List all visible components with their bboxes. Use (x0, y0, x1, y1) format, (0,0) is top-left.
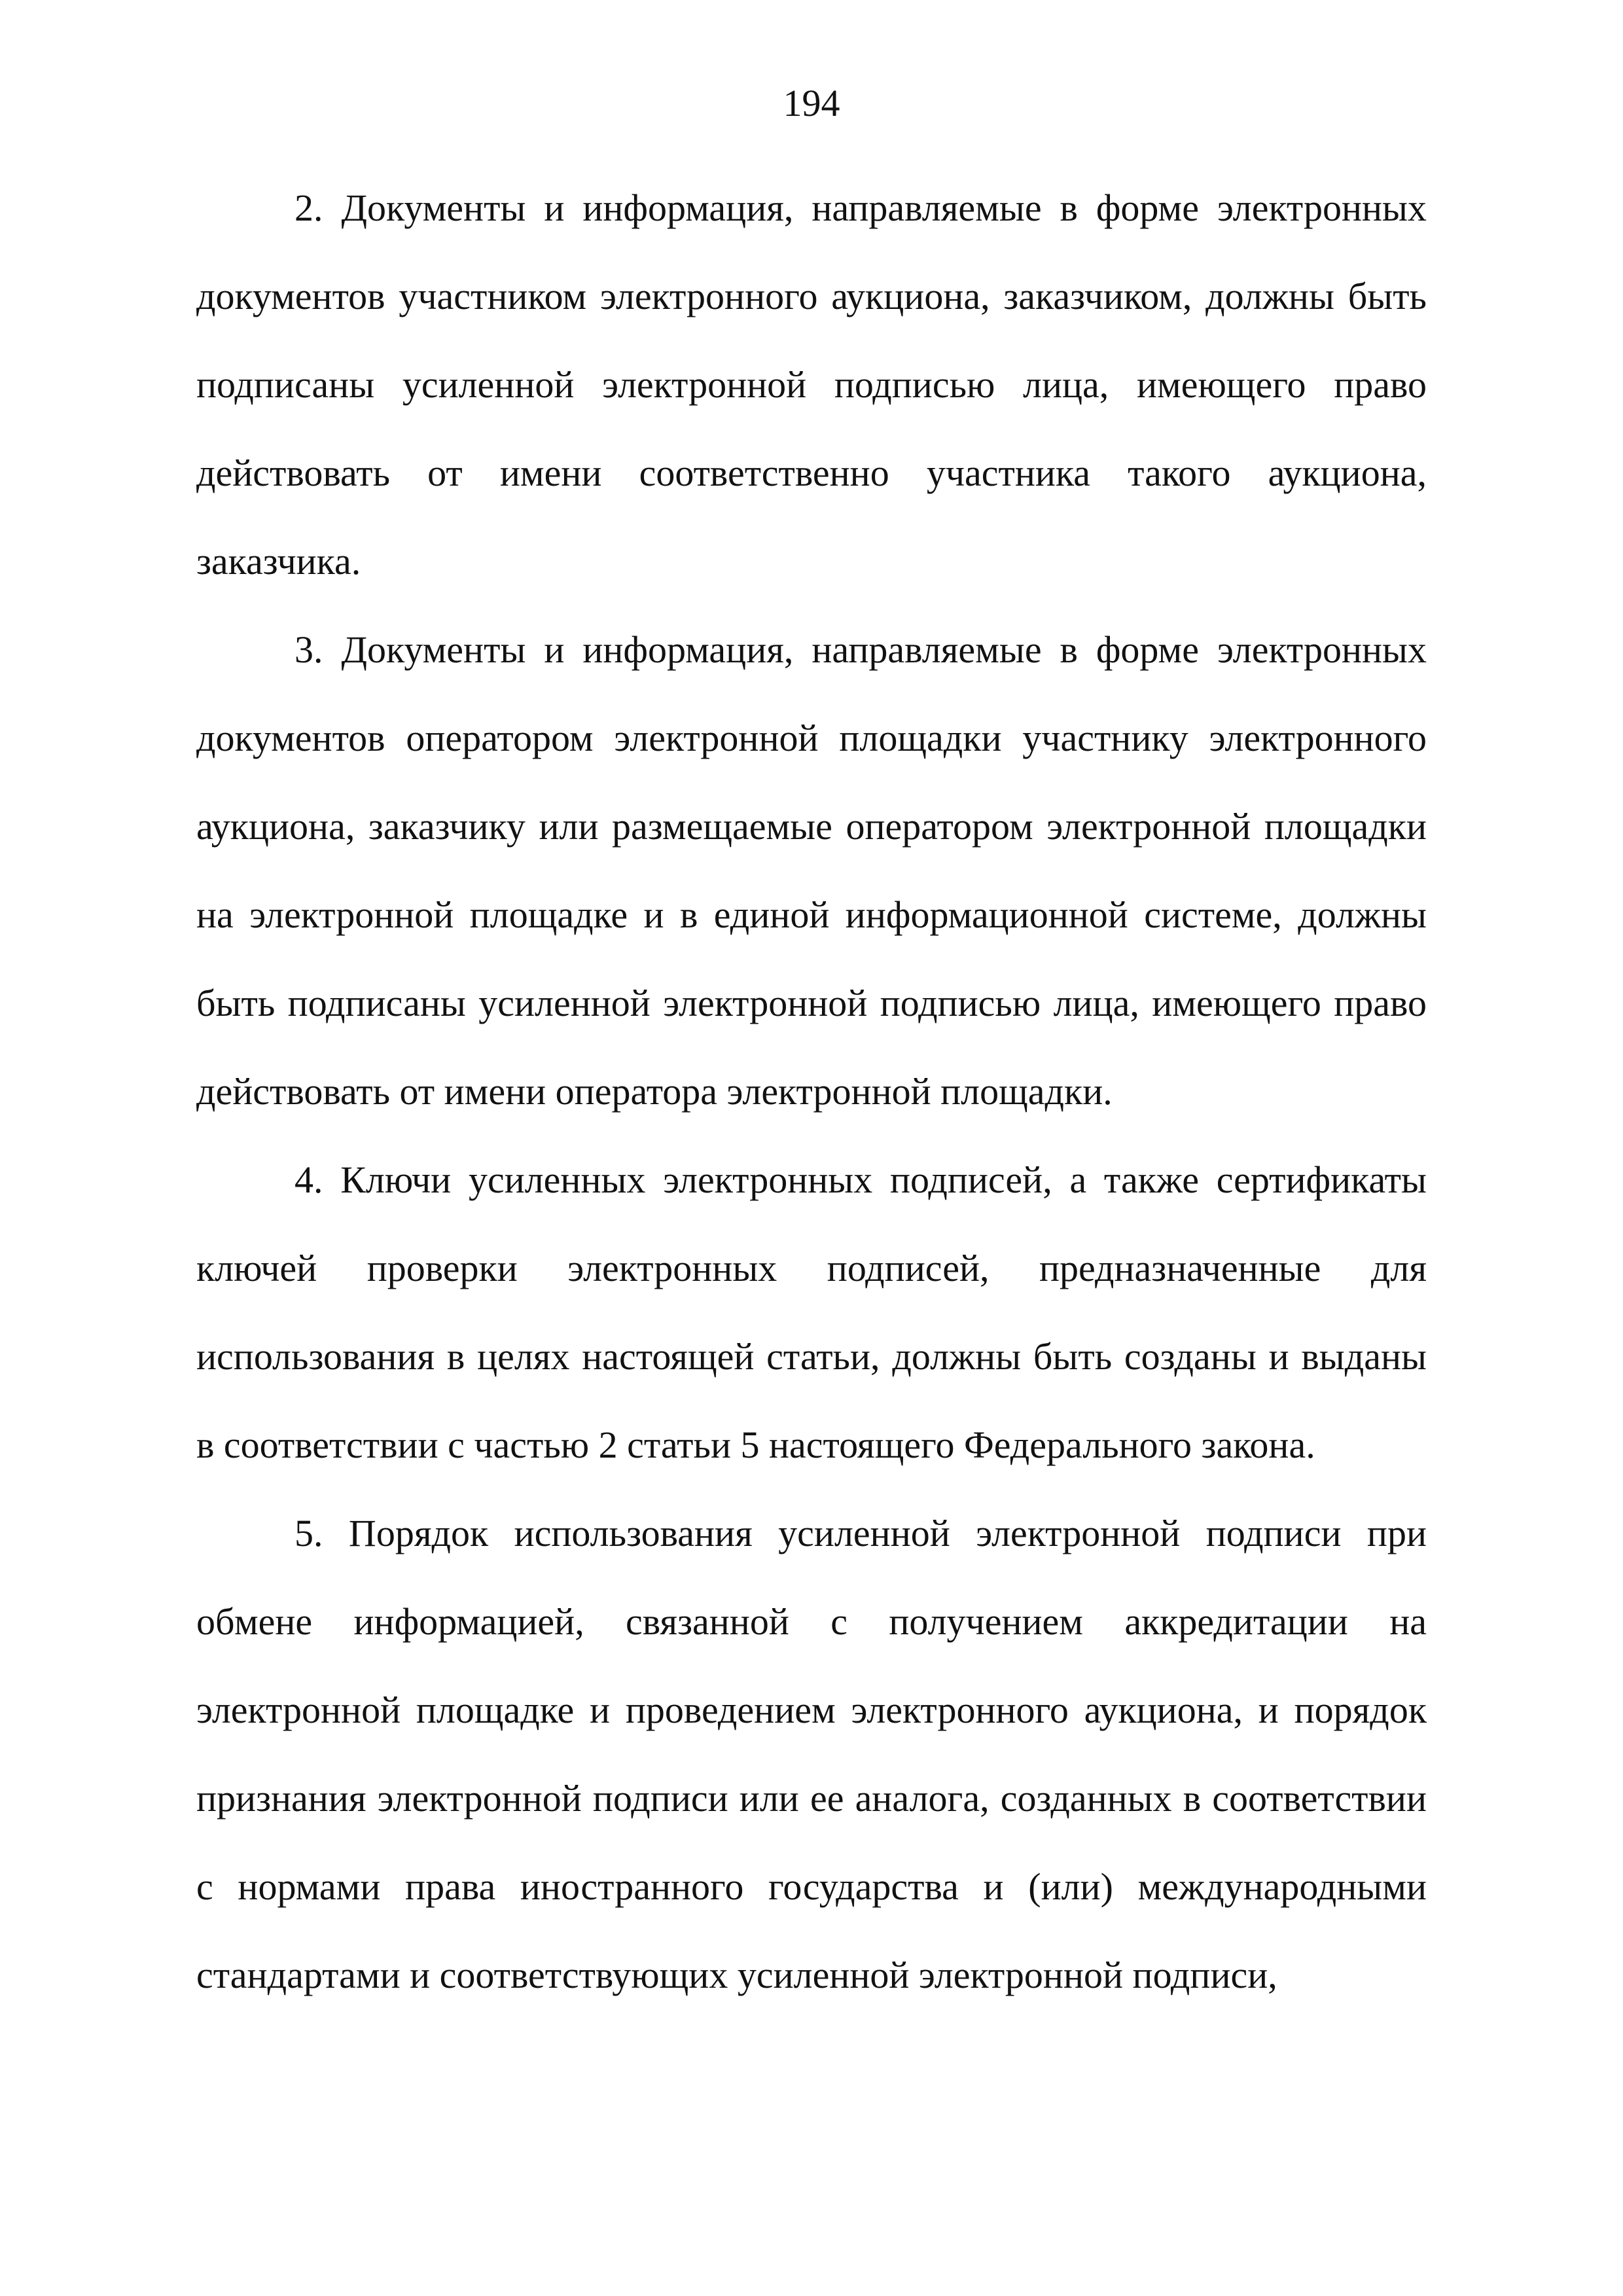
paragraph-2: 2. Документы и информация, направляемые в форме электронных документов участником электронного аукциона, заказчиком, должны быть подписаны усиленной электронной подписью лица, имеющего право действовать от имени соответственно участника такого аукциона, заказчика. (196, 187, 1427, 583)
paragraph-4: 4. Ключи усиленных электронных подписей, а также сертификаты ключей проверки электронных подписей, предназначенные для использования в целях настоящей статьи, должны быть созданы и выданы в соответствии с частью 2 статьи 5 настоящего Федерального закона. (196, 1158, 1427, 1466)
paragraph-3: 3. Документы и информация, направляемые в форме электронных документов оператором электронной площадки участнику электронного аукциона, заказчику или размещаемые оператором электронной площадки на электронной площадке и в единой информационной системе, должны быть подписаны усиленной электронной подписью лица, имеющего право действовать от имени оператора электронной площадки. (196, 628, 1427, 1113)
document-body (196, 164, 1427, 2019)
page-number: 194 (783, 82, 840, 124)
paragraph-5: 5. Порядок использования усиленной электронной подписи при обмене информацией, связанной с получением аккредитации на электронной площадке и проведением электронного аукциона, и порядок признания электронной подписи или ее аналога, созданных в соответствии с нормами права иностранного государства и (или) международными стандартами и соответствующих усиленной электронной подписи, (196, 1512, 1427, 1996)
